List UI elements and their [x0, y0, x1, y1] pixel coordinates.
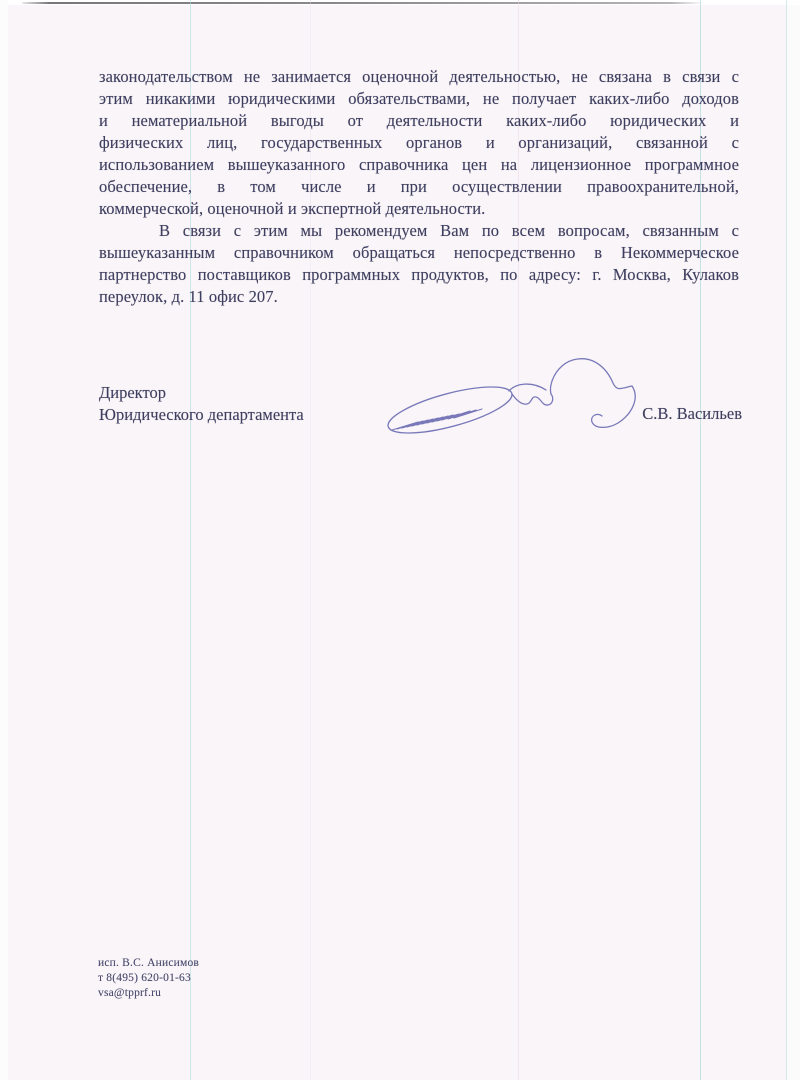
paragraph-1: [99, 66, 739, 220]
executor-email: vsa@tpprf.ru: [98, 987, 162, 999]
signatory-name: С.В. Васильев: [642, 404, 742, 423]
executor-name: исп. В.С. Анисимов: [98, 957, 200, 969]
scanner-artifact-top-line: [22, 2, 704, 4]
text-line: этим никакими юридическими обязательствами, не получает каких-либо доходов: [99, 89, 739, 108]
scan-edge-right: [787, 0, 800, 1080]
text-line: коммерческой, оценочной и экспертной деятельности.: [99, 199, 486, 218]
paragraph-2: [99, 220, 739, 308]
text-line: партнерство поставщиков программных продуктов, по адресу: г. Москва, Кулаков: [99, 265, 739, 284]
text-line: В связи с этим мы рекомендуем Вам по всем вопросам, связанным с: [159, 221, 739, 240]
text-line: переулок, д. 11 офис 207.: [99, 287, 278, 306]
handwritten-signature-image: [370, 348, 655, 448]
scanner-artifact-vertical-line: [786, 0, 787, 1080]
text-line: вышеуказанным справочником обращаться непосредственно в Некоммерческое: [99, 243, 739, 262]
signatory-title-line2: Юридического департамента: [99, 405, 304, 424]
signatory-title: [99, 382, 304, 426]
text-line: использованием вышеуказанного справочника цен на лицензионное программное: [99, 155, 739, 174]
text-line: законодательством не занимается оценочной деятельностью, не связана в связи с: [99, 67, 739, 86]
text-line: и нематериальной выгоды от деятельности каких-либо юридических и: [99, 111, 739, 130]
executor-footer: [98, 956, 199, 1001]
letter-body: [99, 66, 739, 308]
text-line: физических лиц, государственных органов и организаций, связанной с: [99, 133, 739, 152]
executor-phone: т 8(495) 620-01-63: [98, 972, 191, 984]
scan-edge-left: [0, 0, 8, 1080]
text-line: обеспечение, в том числе и при осуществлении правоохранительной,: [99, 177, 739, 196]
signatory-title-line1: Директор: [99, 383, 166, 402]
